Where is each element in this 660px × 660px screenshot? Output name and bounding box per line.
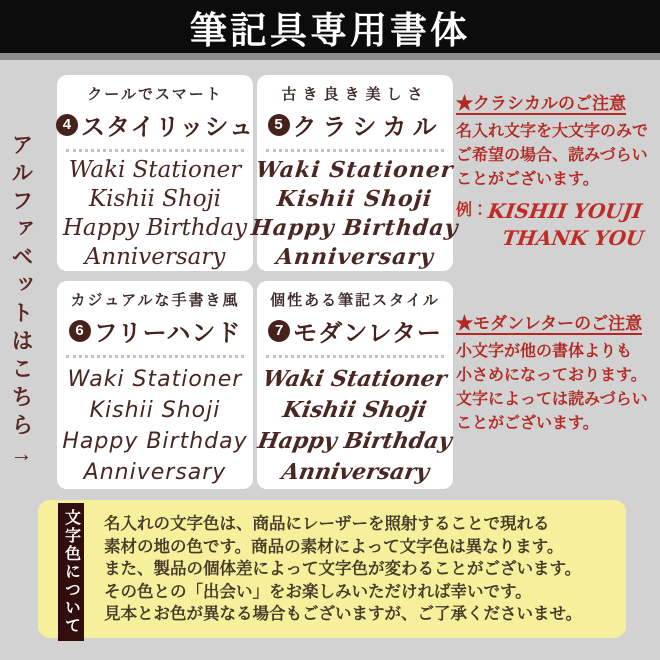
dotted-divider xyxy=(66,355,244,358)
note-line: 文字によっては読みづらい xyxy=(456,391,648,408)
number-badge: 6 xyxy=(69,320,91,342)
text-color-notice-body xyxy=(104,513,616,626)
font-card-title xyxy=(268,107,443,142)
classical-caution-note xyxy=(456,92,658,252)
notice-line: 名入れの文字色は、商品にレーザーを照射することで現れる xyxy=(104,515,550,533)
font-card-freehand xyxy=(57,281,253,489)
sample-line: Kishii Shoji xyxy=(89,398,221,423)
font-samples xyxy=(257,364,453,488)
sample-line: Anniversary xyxy=(279,459,431,485)
note-example xyxy=(456,198,658,252)
notice-line: その色との「出会い」をお楽しみいただければ幸いです。 xyxy=(104,582,532,601)
note-line: ご希望の場合、読みづらい xyxy=(456,147,648,164)
sample-line: Happy Birthday xyxy=(62,215,248,241)
notice-line: また、製品の個体差によって文字色が変わることがございます。 xyxy=(104,560,582,578)
section-title: 筆記具専用書体 xyxy=(190,9,470,51)
section-header xyxy=(0,0,660,53)
font-samples xyxy=(57,156,253,272)
font-card-caption: クールでスマート xyxy=(87,86,223,103)
sample-line: Anniversary xyxy=(83,460,227,485)
note-line: ことがございます。 xyxy=(456,415,599,432)
dotted-divider xyxy=(266,149,444,152)
sample-line: Waki Stationer xyxy=(68,157,242,183)
font-name: クラシカル xyxy=(292,114,443,141)
font-card-title xyxy=(56,107,254,142)
text-color-notice-box xyxy=(38,500,626,638)
example-script-line: KISHII YOUJI xyxy=(486,199,644,223)
sample-line: Waki Stationer xyxy=(67,367,243,392)
font-card-title xyxy=(268,313,442,348)
note-heading: ★モダンレターのご注意 xyxy=(456,314,643,333)
sample-line: Waki Stationer xyxy=(254,157,456,183)
note-line: ことがございます。 xyxy=(456,171,599,188)
sample-line: Happy Birthday xyxy=(256,428,455,454)
text-color-notice-tab: 文字色について xyxy=(58,503,84,641)
alphabet-side-label xyxy=(6,133,37,473)
sample-line: Anniversary xyxy=(84,244,226,270)
note-line: 小文字が他の書体よりも xyxy=(456,343,633,360)
notice-line: 見本とお色が異なる場合もございますが、ご了承くださいませ。 xyxy=(104,605,583,623)
number-badge: 4 xyxy=(56,114,78,136)
sample-line: Anniversary xyxy=(274,244,436,270)
number-badge: 5 xyxy=(268,114,290,136)
font-card-caption: 古き良き美しさ xyxy=(281,86,429,103)
font-samples xyxy=(249,156,461,272)
dotted-divider xyxy=(266,355,444,358)
sample-line: Happy Birthday xyxy=(249,215,461,241)
note-heading: ★クラシカルのご注意 xyxy=(456,94,626,113)
font-card-modern-letter xyxy=(257,281,453,489)
font-card-title xyxy=(69,313,242,348)
dotted-divider xyxy=(66,149,244,152)
example-label: 例： xyxy=(456,202,489,219)
example-script-line: THANK YOU xyxy=(500,226,646,250)
sample-line: Kishii Shoji xyxy=(88,186,222,212)
font-name: フリーハンド xyxy=(93,320,242,347)
note-line: 名入れ文字を大文字のみで xyxy=(456,123,649,140)
header-shadow-strip xyxy=(0,53,660,60)
modern-letter-caution-note xyxy=(456,312,658,436)
sample-line: Happy Birthday xyxy=(62,429,248,454)
font-samples xyxy=(57,364,253,488)
font-card-stylish xyxy=(57,75,253,271)
font-name: モダンレター xyxy=(293,320,442,347)
notice-line: 素材の地の色です。商品の素材によって文字色は異なります。 xyxy=(104,537,564,556)
font-card-classical xyxy=(249,75,461,271)
note-line: 小さめになっております。 xyxy=(456,367,647,384)
sample-line: Waki Stationer xyxy=(261,366,450,392)
font-card-caption: カジュアルな手書き風 xyxy=(70,292,240,309)
font-name: スタイリッシュ xyxy=(80,114,255,141)
number-badge: 7 xyxy=(268,320,290,342)
sample-line: Kishii Shoji xyxy=(281,397,429,423)
alphabet-side-label-text: アルファベットはこちら xyxy=(9,133,34,441)
font-card-caption: 個性ある筆記スタイル xyxy=(270,292,440,309)
right-arrow-icon: → xyxy=(9,441,34,466)
sample-line: Kishii Shoji xyxy=(276,186,434,212)
